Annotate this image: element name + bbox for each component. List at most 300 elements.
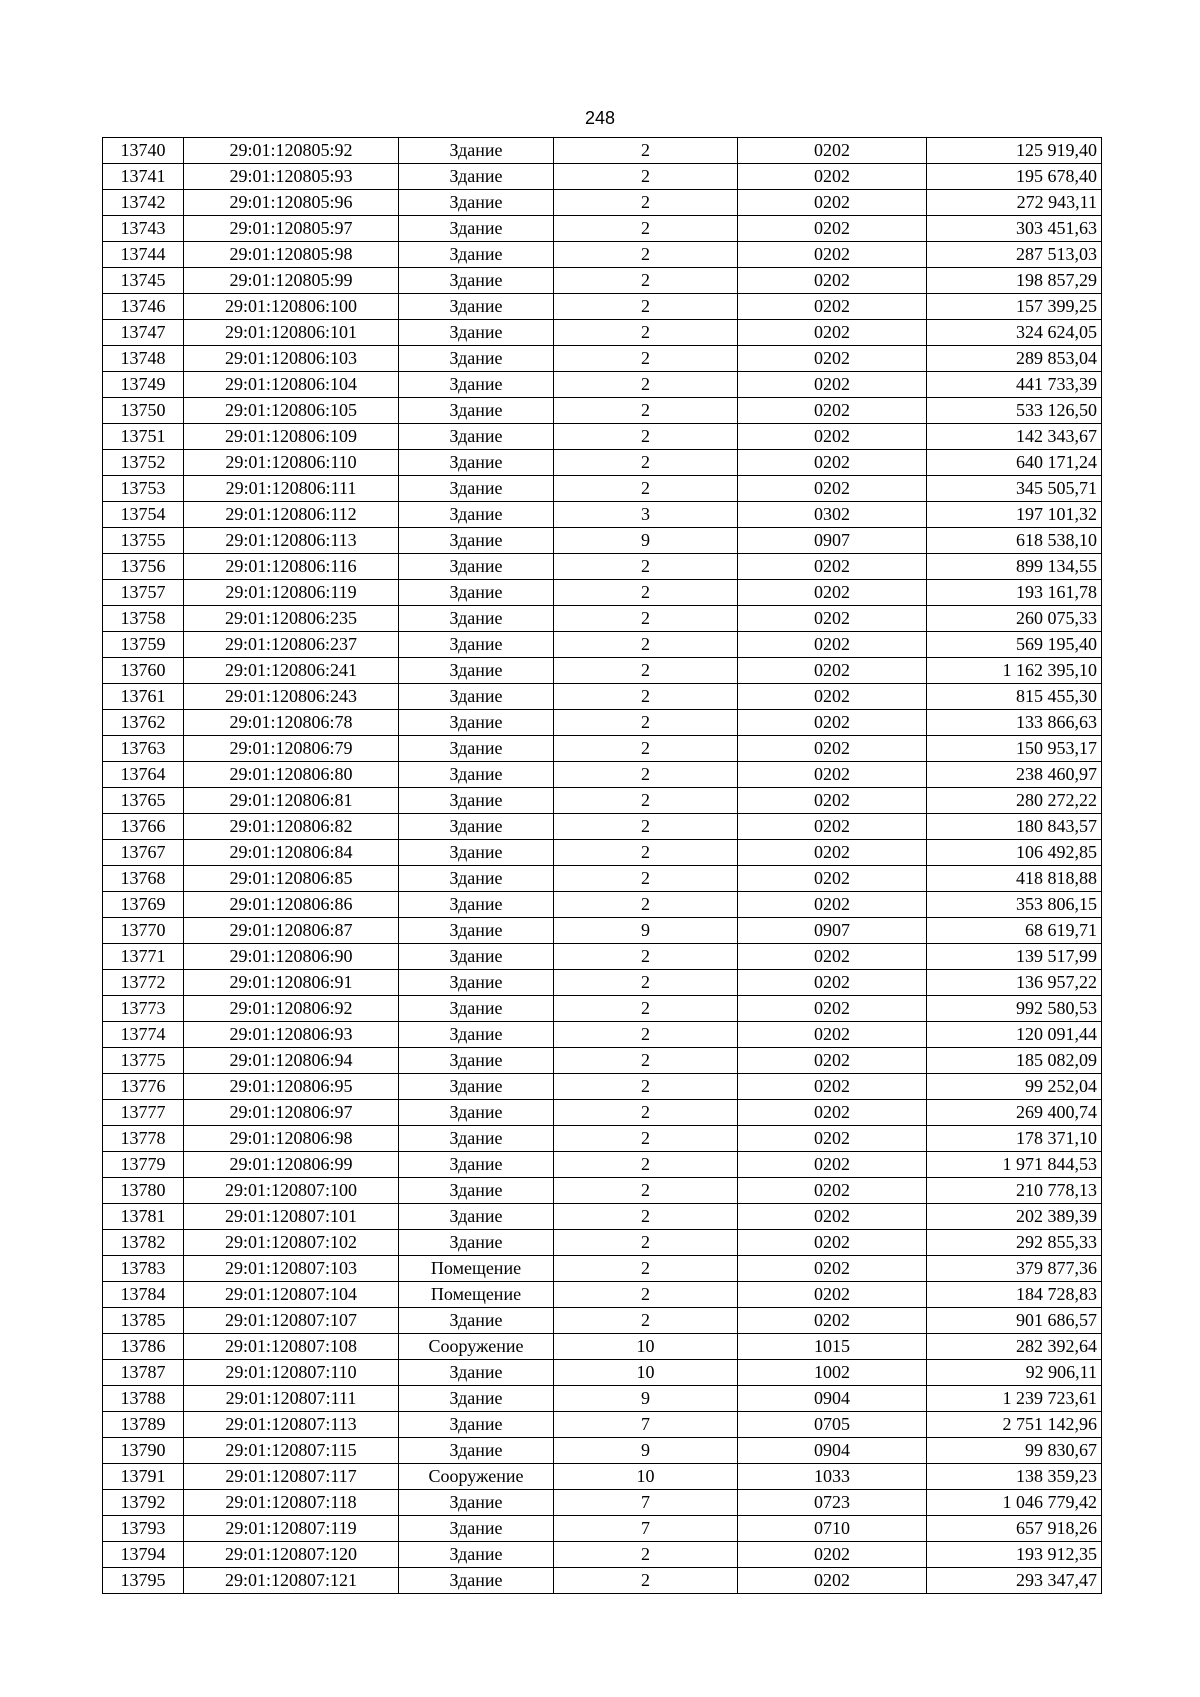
cadastral-number-cell: 29:01:120807:117 bbox=[184, 1464, 399, 1490]
row-number-cell: 13752 bbox=[103, 450, 184, 476]
group-cell: 2 bbox=[554, 606, 738, 632]
cadastral-number-cell: 29:01:120807:110 bbox=[184, 1360, 399, 1386]
subgroup-code-cell: 0202 bbox=[738, 138, 927, 164]
object-type-cell: Здание bbox=[399, 710, 554, 736]
object-type-cell: Здание bbox=[399, 1360, 554, 1386]
object-type-cell: Здание bbox=[399, 1412, 554, 1438]
row-number-cell: 13750 bbox=[103, 398, 184, 424]
cadastral-value-cell: 289 853,04 bbox=[927, 346, 1102, 372]
subgroup-code-cell: 0202 bbox=[738, 476, 927, 502]
cadastral-number-cell: 29:01:120807:121 bbox=[184, 1568, 399, 1594]
table-row bbox=[103, 918, 1102, 944]
table-row bbox=[103, 1542, 1102, 1568]
object-type-cell: Здание bbox=[399, 996, 554, 1022]
table-row bbox=[103, 294, 1102, 320]
subgroup-code-cell: 0202 bbox=[738, 866, 927, 892]
group-cell: 9 bbox=[554, 918, 738, 944]
object-type-cell: Здание bbox=[399, 684, 554, 710]
subgroup-code-cell: 0202 bbox=[738, 840, 927, 866]
subgroup-code-cell: 0202 bbox=[738, 1074, 927, 1100]
object-type-cell: Сооружение bbox=[399, 1334, 554, 1360]
row-number-cell: 13793 bbox=[103, 1516, 184, 1542]
subgroup-code-cell: 0202 bbox=[738, 970, 927, 996]
cadastral-value-cell: 138 359,23 bbox=[927, 1464, 1102, 1490]
cadastral-value-cell: 345 505,71 bbox=[927, 476, 1102, 502]
cadastral-value-cell: 202 389,39 bbox=[927, 1204, 1102, 1230]
object-type-cell: Здание bbox=[399, 1152, 554, 1178]
object-type-cell: Здание bbox=[399, 1178, 554, 1204]
subgroup-code-cell: 0202 bbox=[738, 346, 927, 372]
group-cell: 2 bbox=[554, 736, 738, 762]
cadastral-number-cell: 29:01:120806:84 bbox=[184, 840, 399, 866]
subgroup-code-cell: 0202 bbox=[738, 1178, 927, 1204]
row-number-cell: 13759 bbox=[103, 632, 184, 658]
cadastral-number-cell: 29:01:120806:113 bbox=[184, 528, 399, 554]
cadastral-number-cell: 29:01:120805:96 bbox=[184, 190, 399, 216]
row-number-cell: 13783 bbox=[103, 1256, 184, 1282]
group-cell: 2 bbox=[554, 216, 738, 242]
subgroup-code-cell: 0202 bbox=[738, 424, 927, 450]
group-cell: 2 bbox=[554, 1074, 738, 1100]
subgroup-code-cell: 0904 bbox=[738, 1386, 927, 1412]
cadastral-number-cell: 29:01:120807:102 bbox=[184, 1230, 399, 1256]
cadastral-value-cell: 133 866,63 bbox=[927, 710, 1102, 736]
table-row bbox=[103, 1204, 1102, 1230]
cadastral-value-cell: 815 455,30 bbox=[927, 684, 1102, 710]
object-type-cell: Здание bbox=[399, 814, 554, 840]
table-row bbox=[103, 970, 1102, 996]
row-number-cell: 13786 bbox=[103, 1334, 184, 1360]
object-type-cell: Здание bbox=[399, 294, 554, 320]
subgroup-code-cell: 0202 bbox=[738, 372, 927, 398]
subgroup-code-cell: 0202 bbox=[738, 398, 927, 424]
cadastral-value-cell: 324 624,05 bbox=[927, 320, 1102, 346]
cadastral-number-cell: 29:01:120807:101 bbox=[184, 1204, 399, 1230]
group-cell: 2 bbox=[554, 788, 738, 814]
row-number-cell: 13791 bbox=[103, 1464, 184, 1490]
object-type-cell: Здание bbox=[399, 450, 554, 476]
subgroup-code-cell: 0202 bbox=[738, 892, 927, 918]
cadastral-value-cell: 185 082,09 bbox=[927, 1048, 1102, 1074]
table-row bbox=[103, 1334, 1102, 1360]
cadastral-value-cell: 269 400,74 bbox=[927, 1100, 1102, 1126]
object-type-cell: Здание bbox=[399, 1438, 554, 1464]
table-row bbox=[103, 684, 1102, 710]
group-cell: 9 bbox=[554, 1438, 738, 1464]
table-row bbox=[103, 450, 1102, 476]
group-cell: 10 bbox=[554, 1334, 738, 1360]
cadastral-value-cell: 260 075,33 bbox=[927, 606, 1102, 632]
table-row bbox=[103, 528, 1102, 554]
cadastral-number-cell: 29:01:120806:79 bbox=[184, 736, 399, 762]
cadastral-number-cell: 29:01:120806:95 bbox=[184, 1074, 399, 1100]
object-type-cell: Здание bbox=[399, 1516, 554, 1542]
group-cell: 2 bbox=[554, 1204, 738, 1230]
object-type-cell: Здание bbox=[399, 788, 554, 814]
table-row bbox=[103, 606, 1102, 632]
group-cell: 7 bbox=[554, 1516, 738, 1542]
subgroup-code-cell: 0302 bbox=[738, 502, 927, 528]
row-number-cell: 13765 bbox=[103, 788, 184, 814]
cadastral-value-cell: 99 830,67 bbox=[927, 1438, 1102, 1464]
group-cell: 2 bbox=[554, 996, 738, 1022]
group-cell: 7 bbox=[554, 1412, 738, 1438]
cadastral-value-cell: 418 818,88 bbox=[927, 866, 1102, 892]
group-cell: 2 bbox=[554, 1022, 738, 1048]
table-row bbox=[103, 1490, 1102, 1516]
cadastral-number-cell: 29:01:120806:97 bbox=[184, 1100, 399, 1126]
group-cell: 2 bbox=[554, 424, 738, 450]
group-cell: 3 bbox=[554, 502, 738, 528]
cadastral-value-cell: 68 619,71 bbox=[927, 918, 1102, 944]
cadastral-value-cell: 2 751 142,96 bbox=[927, 1412, 1102, 1438]
cadastral-number-cell: 29:01:120806:85 bbox=[184, 866, 399, 892]
row-number-cell: 13789 bbox=[103, 1412, 184, 1438]
cadastral-value-cell: 292 855,33 bbox=[927, 1230, 1102, 1256]
table-body bbox=[103, 138, 1102, 1594]
group-cell: 2 bbox=[554, 684, 738, 710]
group-cell: 2 bbox=[554, 1152, 738, 1178]
table-row bbox=[103, 1256, 1102, 1282]
group-cell: 2 bbox=[554, 1568, 738, 1594]
table-row bbox=[103, 866, 1102, 892]
object-type-cell: Здание bbox=[399, 398, 554, 424]
subgroup-code-cell: 0904 bbox=[738, 1438, 927, 1464]
cadastral-number-cell: 29:01:120806:237 bbox=[184, 632, 399, 658]
object-type-cell: Здание bbox=[399, 1126, 554, 1152]
subgroup-code-cell: 0202 bbox=[738, 1022, 927, 1048]
row-number-cell: 13771 bbox=[103, 944, 184, 970]
cadastral-value-cell: 106 492,85 bbox=[927, 840, 1102, 866]
table-row bbox=[103, 1360, 1102, 1386]
object-type-cell: Здание bbox=[399, 606, 554, 632]
object-type-cell: Здание bbox=[399, 1074, 554, 1100]
group-cell: 2 bbox=[554, 164, 738, 190]
table-row bbox=[103, 1386, 1102, 1412]
table-row bbox=[103, 372, 1102, 398]
object-type-cell: Здание bbox=[399, 658, 554, 684]
cadastral-number-cell: 29:01:120806:93 bbox=[184, 1022, 399, 1048]
cadastral-number-cell: 29:01:120806:98 bbox=[184, 1126, 399, 1152]
cadastral-value-cell: 193 912,35 bbox=[927, 1542, 1102, 1568]
subgroup-code-cell: 0202 bbox=[738, 606, 927, 632]
cadastral-number-cell: 29:01:120806:91 bbox=[184, 970, 399, 996]
object-type-cell: Здание bbox=[399, 216, 554, 242]
table-row bbox=[103, 1464, 1102, 1490]
row-number-cell: 13792 bbox=[103, 1490, 184, 1516]
object-type-cell: Здание bbox=[399, 1100, 554, 1126]
row-number-cell: 13779 bbox=[103, 1152, 184, 1178]
cadastral-value-cell: 99 252,04 bbox=[927, 1074, 1102, 1100]
row-number-cell: 13778 bbox=[103, 1126, 184, 1152]
subgroup-code-cell: 0202 bbox=[738, 1542, 927, 1568]
subgroup-code-cell: 0202 bbox=[738, 1282, 927, 1308]
subgroup-code-cell: 0202 bbox=[738, 1100, 927, 1126]
row-number-cell: 13749 bbox=[103, 372, 184, 398]
cadastral-value-cell: 210 778,13 bbox=[927, 1178, 1102, 1204]
group-cell: 2 bbox=[554, 320, 738, 346]
subgroup-code-cell: 0907 bbox=[738, 528, 927, 554]
row-number-cell: 13772 bbox=[103, 970, 184, 996]
group-cell: 7 bbox=[554, 1490, 738, 1516]
object-type-cell: Здание bbox=[399, 580, 554, 606]
cadastral-value-cell: 441 733,39 bbox=[927, 372, 1102, 398]
group-cell: 2 bbox=[554, 814, 738, 840]
cadastral-number-cell: 29:01:120807:100 bbox=[184, 1178, 399, 1204]
row-number-cell: 13741 bbox=[103, 164, 184, 190]
cadastral-value-cell: 195 678,40 bbox=[927, 164, 1102, 190]
group-cell: 2 bbox=[554, 970, 738, 996]
cadastral-value-cell: 379 877,36 bbox=[927, 1256, 1102, 1282]
table-row bbox=[103, 320, 1102, 346]
group-cell: 2 bbox=[554, 190, 738, 216]
group-cell: 2 bbox=[554, 1308, 738, 1334]
cadastral-number-cell: 29:01:120806:80 bbox=[184, 762, 399, 788]
cadastral-value-cell: 272 943,11 bbox=[927, 190, 1102, 216]
table-row bbox=[103, 1048, 1102, 1074]
cadastral-value-cell: 198 857,29 bbox=[927, 268, 1102, 294]
row-number-cell: 13776 bbox=[103, 1074, 184, 1100]
row-number-cell: 13744 bbox=[103, 242, 184, 268]
object-type-cell: Здание bbox=[399, 1568, 554, 1594]
cadastral-number-cell: 29:01:120806:241 bbox=[184, 658, 399, 684]
table-row bbox=[103, 502, 1102, 528]
object-type-cell: Помещение bbox=[399, 1282, 554, 1308]
cadastral-number-cell: 29:01:120807:104 bbox=[184, 1282, 399, 1308]
subgroup-code-cell: 0202 bbox=[738, 554, 927, 580]
cadastral-number-cell: 29:01:120806:235 bbox=[184, 606, 399, 632]
cadastral-number-cell: 29:01:120807:115 bbox=[184, 1438, 399, 1464]
cadastral-number-cell: 29:01:120806:99 bbox=[184, 1152, 399, 1178]
object-type-cell: Здание bbox=[399, 1308, 554, 1334]
subgroup-code-cell: 0202 bbox=[738, 268, 927, 294]
cadastral-value-cell: 150 953,17 bbox=[927, 736, 1102, 762]
object-type-cell: Помещение bbox=[399, 1256, 554, 1282]
object-type-cell: Здание bbox=[399, 918, 554, 944]
table-row bbox=[103, 164, 1102, 190]
object-type-cell: Здание bbox=[399, 242, 554, 268]
cadastral-value-cell: 992 580,53 bbox=[927, 996, 1102, 1022]
object-type-cell: Здание bbox=[399, 1490, 554, 1516]
group-cell: 9 bbox=[554, 528, 738, 554]
object-type-cell: Здание bbox=[399, 164, 554, 190]
subgroup-code-cell: 1002 bbox=[738, 1360, 927, 1386]
object-type-cell: Здание bbox=[399, 1230, 554, 1256]
group-cell: 2 bbox=[554, 1100, 738, 1126]
cadastral-value-cell: 618 538,10 bbox=[927, 528, 1102, 554]
table-row bbox=[103, 1022, 1102, 1048]
cadastral-number-cell: 29:01:120806:86 bbox=[184, 892, 399, 918]
row-number-cell: 13781 bbox=[103, 1204, 184, 1230]
row-number-cell: 13777 bbox=[103, 1100, 184, 1126]
group-cell: 2 bbox=[554, 1542, 738, 1568]
table-row bbox=[103, 1412, 1102, 1438]
subgroup-code-cell: 0202 bbox=[738, 658, 927, 684]
cadastral-value-cell: 157 399,25 bbox=[927, 294, 1102, 320]
table-row bbox=[103, 892, 1102, 918]
subgroup-code-cell: 0202 bbox=[738, 1230, 927, 1256]
cadastral-number-cell: 29:01:120807:118 bbox=[184, 1490, 399, 1516]
cadastral-value-cell: 282 392,64 bbox=[927, 1334, 1102, 1360]
row-number-cell: 13790 bbox=[103, 1438, 184, 1464]
table-row bbox=[103, 268, 1102, 294]
cadastral-number-cell: 29:01:120806:100 bbox=[184, 294, 399, 320]
subgroup-code-cell: 0202 bbox=[738, 684, 927, 710]
cadastral-value-cell: 142 343,67 bbox=[927, 424, 1102, 450]
row-number-cell: 13746 bbox=[103, 294, 184, 320]
cadastral-number-cell: 29:01:120805:98 bbox=[184, 242, 399, 268]
table-row bbox=[103, 814, 1102, 840]
table-row bbox=[103, 996, 1102, 1022]
cadastral-value-cell: 125 919,40 bbox=[927, 138, 1102, 164]
group-cell: 2 bbox=[554, 1256, 738, 1282]
table-row bbox=[103, 710, 1102, 736]
group-cell: 9 bbox=[554, 1386, 738, 1412]
subgroup-code-cell: 0202 bbox=[738, 1152, 927, 1178]
group-cell: 2 bbox=[554, 1048, 738, 1074]
object-type-cell: Здание bbox=[399, 190, 554, 216]
group-cell: 2 bbox=[554, 944, 738, 970]
cadastral-value-cell: 1 046 779,42 bbox=[927, 1490, 1102, 1516]
object-type-cell: Здание bbox=[399, 424, 554, 450]
object-type-cell: Здание bbox=[399, 476, 554, 502]
cadastral-value-cell: 120 091,44 bbox=[927, 1022, 1102, 1048]
subgroup-code-cell: 0202 bbox=[738, 1568, 927, 1594]
cadastral-value-cell: 139 517,99 bbox=[927, 944, 1102, 970]
cadastral-number-cell: 29:01:120806:103 bbox=[184, 346, 399, 372]
cadastral-number-cell: 29:01:120807:119 bbox=[184, 1516, 399, 1542]
cadastral-number-cell: 29:01:120806:90 bbox=[184, 944, 399, 970]
row-number-cell: 13766 bbox=[103, 814, 184, 840]
group-cell: 2 bbox=[554, 866, 738, 892]
object-type-cell: Сооружение bbox=[399, 1464, 554, 1490]
object-type-cell: Здание bbox=[399, 892, 554, 918]
subgroup-code-cell: 0202 bbox=[738, 1048, 927, 1074]
group-cell: 2 bbox=[554, 268, 738, 294]
cadastral-value-cell: 569 195,40 bbox=[927, 632, 1102, 658]
object-type-cell: Здание bbox=[399, 1022, 554, 1048]
row-number-cell: 13751 bbox=[103, 424, 184, 450]
table-row bbox=[103, 1178, 1102, 1204]
subgroup-code-cell: 0202 bbox=[738, 736, 927, 762]
subgroup-code-cell: 0202 bbox=[738, 1204, 927, 1230]
object-type-cell: Здание bbox=[399, 372, 554, 398]
group-cell: 2 bbox=[554, 580, 738, 606]
cadastral-value-cell: 180 843,57 bbox=[927, 814, 1102, 840]
cadastral-value-cell: 657 918,26 bbox=[927, 1516, 1102, 1542]
table-row bbox=[103, 190, 1102, 216]
cadastral-value-cell: 899 134,55 bbox=[927, 554, 1102, 580]
subgroup-code-cell: 0723 bbox=[738, 1490, 927, 1516]
table-row bbox=[103, 1438, 1102, 1464]
row-number-cell: 13795 bbox=[103, 1568, 184, 1594]
group-cell: 2 bbox=[554, 242, 738, 268]
cadastral-number-cell: 29:01:120806:119 bbox=[184, 580, 399, 606]
row-number-cell: 13764 bbox=[103, 762, 184, 788]
cadastral-number-cell: 29:01:120806:82 bbox=[184, 814, 399, 840]
table-row bbox=[103, 398, 1102, 424]
subgroup-code-cell: 0202 bbox=[738, 450, 927, 476]
object-type-cell: Здание bbox=[399, 866, 554, 892]
row-number-cell: 13753 bbox=[103, 476, 184, 502]
group-cell: 2 bbox=[554, 346, 738, 372]
subgroup-code-cell: 0202 bbox=[738, 710, 927, 736]
row-number-cell: 13774 bbox=[103, 1022, 184, 1048]
cadastral-value-cell: 293 347,47 bbox=[927, 1568, 1102, 1594]
cadastral-value-cell: 901 686,57 bbox=[927, 1308, 1102, 1334]
table-row bbox=[103, 346, 1102, 372]
subgroup-code-cell: 0202 bbox=[738, 762, 927, 788]
row-number-cell: 13754 bbox=[103, 502, 184, 528]
row-number-cell: 13769 bbox=[103, 892, 184, 918]
subgroup-code-cell: 0202 bbox=[738, 580, 927, 606]
cadastral-number-cell: 29:01:120806:112 bbox=[184, 502, 399, 528]
subgroup-code-cell: 0202 bbox=[738, 1308, 927, 1334]
group-cell: 2 bbox=[554, 710, 738, 736]
cadastral-number-cell: 29:01:120806:109 bbox=[184, 424, 399, 450]
table-row bbox=[103, 424, 1102, 450]
subgroup-code-cell: 0202 bbox=[738, 216, 927, 242]
table-row bbox=[103, 1074, 1102, 1100]
cadastral-value-cell: 197 101,32 bbox=[927, 502, 1102, 528]
subgroup-code-cell: 0202 bbox=[738, 164, 927, 190]
subgroup-code-cell: 0202 bbox=[738, 294, 927, 320]
cadastral-value-cell: 533 126,50 bbox=[927, 398, 1102, 424]
cadastral-number-cell: 29:01:120806:110 bbox=[184, 450, 399, 476]
group-cell: 2 bbox=[554, 762, 738, 788]
subgroup-code-cell: 0202 bbox=[738, 1126, 927, 1152]
cadastral-number-cell: 29:01:120806:92 bbox=[184, 996, 399, 1022]
object-type-cell: Здание bbox=[399, 970, 554, 996]
object-type-cell: Здание bbox=[399, 502, 554, 528]
cadastral-value-cell: 178 371,10 bbox=[927, 1126, 1102, 1152]
cadastral-number-cell: 29:01:120806:104 bbox=[184, 372, 399, 398]
row-number-cell: 13794 bbox=[103, 1542, 184, 1568]
cadastral-value-cell: 238 460,97 bbox=[927, 762, 1102, 788]
table-row bbox=[103, 1516, 1102, 1542]
row-number-cell: 13757 bbox=[103, 580, 184, 606]
row-number-cell: 13787 bbox=[103, 1360, 184, 1386]
table-row bbox=[103, 216, 1102, 242]
group-cell: 2 bbox=[554, 840, 738, 866]
cadastral-value-cell: 136 957,22 bbox=[927, 970, 1102, 996]
cadastral-number-cell: 29:01:120806:87 bbox=[184, 918, 399, 944]
group-cell: 2 bbox=[554, 1282, 738, 1308]
row-number-cell: 13743 bbox=[103, 216, 184, 242]
object-type-cell: Здание bbox=[399, 1542, 554, 1568]
object-type-cell: Здание bbox=[399, 320, 554, 346]
subgroup-code-cell: 0202 bbox=[738, 320, 927, 346]
object-type-cell: Здание bbox=[399, 1204, 554, 1230]
row-number-cell: 13761 bbox=[103, 684, 184, 710]
row-number-cell: 13742 bbox=[103, 190, 184, 216]
group-cell: 2 bbox=[554, 892, 738, 918]
row-number-cell: 13755 bbox=[103, 528, 184, 554]
row-number-cell: 13775 bbox=[103, 1048, 184, 1074]
row-number-cell: 13745 bbox=[103, 268, 184, 294]
cadastral-number-cell: 29:01:120805:97 bbox=[184, 216, 399, 242]
group-cell: 2 bbox=[554, 1178, 738, 1204]
table-row bbox=[103, 658, 1102, 684]
group-cell: 2 bbox=[554, 138, 738, 164]
cadastral-value-cell: 1 162 395,10 bbox=[927, 658, 1102, 684]
row-number-cell: 13782 bbox=[103, 1230, 184, 1256]
cadastral-number-cell: 29:01:120807:107 bbox=[184, 1308, 399, 1334]
table-row bbox=[103, 736, 1102, 762]
table-row bbox=[103, 1126, 1102, 1152]
cadastral-number-cell: 29:01:120805:92 bbox=[184, 138, 399, 164]
cadastral-value-cell: 640 171,24 bbox=[927, 450, 1102, 476]
